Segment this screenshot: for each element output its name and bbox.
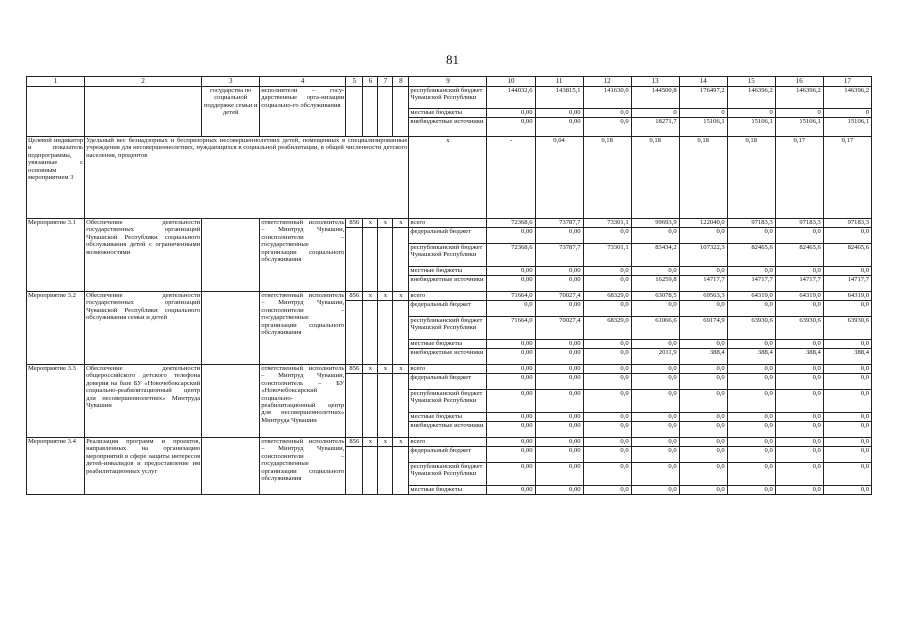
value-cell: 0,0 [583, 228, 631, 244]
value-cell: 0,0 [823, 365, 871, 374]
measure-name: Обеспечение деятельности государственных организаций Чувашской Республики социального обслуживания детей с ограниченными возможностями [85, 219, 202, 292]
value-cell: 82465,6 [727, 244, 775, 267]
value-cell: 0 [679, 109, 727, 118]
value-cell: 0,00 [487, 365, 535, 374]
funding-source: республиканский бюджет Чувашской Республики [409, 463, 487, 486]
value-cell: 0,0 [583, 267, 631, 276]
value-cell: 0,0 [583, 301, 631, 317]
measure-code-grbs: 856 [346, 292, 363, 301]
value-cell: 72368,6 [487, 244, 535, 267]
value-cell: 0,0 [727, 267, 775, 276]
value-cell: 0,0 [679, 365, 727, 374]
header-cell: 14 [679, 77, 727, 87]
value-cell: 122040,0 [679, 219, 727, 228]
value-cell: 70027,4 [535, 317, 583, 340]
value-cell: 68329,0 [583, 292, 631, 301]
value-cell: 0,0 [775, 374, 823, 390]
value-cell: 0,0 [631, 365, 679, 374]
value-cell: 0,0 [583, 109, 631, 118]
measure-col3 [202, 438, 260, 495]
measure-code-grbs: 856 [346, 438, 363, 447]
value-cell: 0 [823, 109, 871, 118]
value-cell: 0,0 [775, 365, 823, 374]
measure-code-empty [393, 228, 409, 292]
value-cell: 72368,6 [487, 219, 535, 228]
measure-code-empty [378, 447, 393, 495]
indicator-value: 0,18 [679, 137, 727, 219]
indicator-value: 0,18 [727, 137, 775, 219]
continuation-code-cell [378, 87, 393, 137]
header-cell: 1 [27, 77, 85, 87]
header-cell: 16 [775, 77, 823, 87]
measure-executors: ответственный исполнитель – Минтруд Чувашии, соисполнители – государственные организации социального обслуживания [260, 219, 346, 292]
indicator-col9: х [409, 137, 487, 219]
measure-code-empty [363, 228, 378, 292]
value-cell: 0,0 [727, 413, 775, 422]
value-cell: 0,0 [631, 447, 679, 463]
measure-code-empty [378, 374, 393, 438]
continuation-code-cell [393, 87, 409, 137]
measure-code-grbs: 856 [346, 365, 363, 374]
continuation-col4: исполнители – госу-дарственные орга-низации социально-го обслуживания [260, 87, 346, 137]
value-cell: 71664,0 [487, 292, 535, 301]
value-cell: 0,00 [535, 340, 583, 349]
header-cell: 6 [363, 77, 378, 87]
funding-source: внебюджетные источники [409, 422, 487, 438]
header-cell: 2 [85, 77, 202, 87]
indicator-value: 0,18 [583, 137, 631, 219]
value-cell: 0,0 [583, 118, 631, 137]
header-cell: 13 [631, 77, 679, 87]
value-cell: 388,4 [823, 349, 871, 365]
value-cell: 73301,1 [583, 219, 631, 228]
value-cell: 0,0 [823, 438, 871, 447]
funding-source: всего [409, 292, 487, 301]
measure-code-csr: х [378, 292, 393, 301]
funding-source: внебюджетные источники [409, 118, 487, 137]
value-cell: 0,0 [775, 447, 823, 463]
measure-code-empty [363, 301, 378, 365]
value-cell: 0,00 [487, 390, 535, 413]
value-cell: 0,0 [823, 374, 871, 390]
continuation-code-cell [363, 87, 378, 137]
funding-source: федеральный бюджет [409, 228, 487, 244]
value-cell: 73787,7 [535, 244, 583, 267]
value-cell: 0,0 [631, 438, 679, 447]
value-cell: 0,0 [631, 267, 679, 276]
value-cell: 388,4 [775, 349, 823, 365]
indicator-value: 0,04 [535, 137, 583, 219]
value-cell: 82465,6 [775, 244, 823, 267]
value-cell: 0,00 [535, 118, 583, 137]
measure-code-vr: х [393, 292, 409, 301]
value-cell: 0,00 [487, 447, 535, 463]
funding-source: республиканский бюджет Чувашской Республики [409, 87, 487, 109]
value-cell: 99693,9 [631, 219, 679, 228]
value-cell: 0,0 [727, 422, 775, 438]
measure-row [27, 365, 872, 374]
header-cell: 8 [393, 77, 409, 87]
value-cell: 176497,2 [679, 87, 727, 109]
value-cell: 0,0 [679, 413, 727, 422]
value-cell: 0,00 [487, 463, 535, 486]
value-cell: 0,00 [487, 349, 535, 365]
value-cell: 64319,0 [727, 292, 775, 301]
measure-executors: ответственный исполнитель – Минтруд Чувашии, соисполнители – государственные организации социального обслуживания [260, 292, 346, 365]
value-cell: 0,00 [535, 463, 583, 486]
measure-row [27, 219, 872, 228]
funding-source: внебюджетные источники [409, 276, 487, 292]
header-cell: 3 [202, 77, 260, 87]
value-cell: 63930,6 [823, 317, 871, 340]
funding-source: республиканский бюджет Чувашской Республики [409, 317, 487, 340]
value-cell: 0,00 [535, 267, 583, 276]
value-cell: 0,0 [487, 301, 535, 317]
value-cell: 0 [775, 109, 823, 118]
value-cell: 0,0 [679, 463, 727, 486]
header-cell: 4 [260, 77, 346, 87]
funding-source: местные бюджеты [409, 486, 487, 495]
measure-code-empty [346, 447, 363, 495]
value-cell: 0,00 [535, 365, 583, 374]
value-cell: 0,0 [823, 413, 871, 422]
measure-code-csr: х [378, 219, 393, 228]
value-cell: 0,0 [823, 422, 871, 438]
value-cell: 64319,0 [775, 292, 823, 301]
funding-source: местные бюджеты [409, 267, 487, 276]
measure-row [27, 438, 872, 447]
value-cell: 0,0 [823, 486, 871, 495]
funding-source: всего [409, 219, 487, 228]
value-cell: 0,0 [679, 374, 727, 390]
value-cell: 0,0 [727, 228, 775, 244]
measure-name: Обеспечение деятельности государственных организаций Чувашской Республики социального обслуживания семьи и детей [85, 292, 202, 365]
indicator-value: 0,18 [631, 137, 679, 219]
value-cell: 0,00 [487, 374, 535, 390]
measure-name: Обеспечение деятельности общероссийского детского телефона доверия на базе БУ «Новочебоксарский социально-реабилитационный центр для несовершеннолетних» Минтруда Чувашии [85, 365, 202, 438]
indicator-value: - [487, 137, 535, 219]
value-cell: 0,00 [535, 349, 583, 365]
value-cell: 68329,0 [583, 317, 631, 340]
value-cell: 0,0 [775, 463, 823, 486]
indicator-row [27, 137, 872, 219]
measure-code-vr: х [393, 365, 409, 374]
value-cell: 0,00 [487, 118, 535, 137]
value-cell: 0,0 [583, 486, 631, 495]
value-cell: 0,0 [775, 486, 823, 495]
value-cell: 0,00 [487, 413, 535, 422]
value-cell: 0,0 [823, 228, 871, 244]
value-cell: 0,0 [631, 374, 679, 390]
funding-source: федеральный бюджет [409, 374, 487, 390]
value-cell: 0,0 [823, 301, 871, 317]
funding-source: местные бюджеты [409, 413, 487, 422]
value-cell: 0,00 [487, 422, 535, 438]
value-cell: 0,0 [631, 301, 679, 317]
measure-label: Мероприятие 3.1 [27, 219, 85, 292]
value-cell: 0,0 [679, 301, 727, 317]
funding-source: федеральный бюджет [409, 447, 487, 463]
measure-code-rzpr: х [363, 292, 378, 301]
funding-source: федеральный бюджет [409, 301, 487, 317]
value-cell: 16259,8 [631, 276, 679, 292]
value-cell: 146396,2 [823, 87, 871, 109]
value-cell: 0,00 [535, 276, 583, 292]
value-cell: 146396,2 [727, 87, 775, 109]
value-cell: 0,0 [583, 463, 631, 486]
funding-source: местные бюджеты [409, 340, 487, 349]
value-cell: 64319,0 [823, 292, 871, 301]
value-cell: 0,0 [679, 267, 727, 276]
value-cell: 0,0 [583, 413, 631, 422]
value-cell: 0,0 [679, 228, 727, 244]
measure-row [27, 292, 872, 301]
header-cell: 15 [727, 77, 775, 87]
value-cell: 144032,6 [487, 87, 535, 109]
indicator-label: Целевой индикатор и показатель подпрограммы, увязанные с основным мероприятием 3 [27, 137, 85, 219]
value-cell: 15106,1 [679, 118, 727, 137]
value-cell: 0,0 [727, 486, 775, 495]
value-cell: 0,0 [727, 438, 775, 447]
value-cell: 0,0 [679, 390, 727, 413]
value-cell: 0,0 [823, 340, 871, 349]
measure-code-empty [378, 301, 393, 365]
value-cell: 0,0 [727, 301, 775, 317]
value-cell: 71664,0 [487, 317, 535, 340]
measure-executors: ответственный исполнитель – Минтруд Чувашии, соисполнитель – БУ «Новочебоксарский социально-реабилитационный центр для несовершеннолетних» Минтруда Чувашии [260, 365, 346, 438]
value-cell: 0,0 [631, 413, 679, 422]
value-cell: 0,0 [775, 438, 823, 447]
value-cell: 69563,3 [679, 292, 727, 301]
value-cell: 0,00 [487, 267, 535, 276]
value-cell: 70027,4 [535, 292, 583, 301]
measure-label: Мероприятие 3.4 [27, 438, 85, 495]
funding-source: внебюджетные источники [409, 349, 487, 365]
value-cell: 0,0 [727, 374, 775, 390]
measure-code-empty [363, 374, 378, 438]
value-cell: 0,0 [583, 374, 631, 390]
value-cell: 0,0 [727, 390, 775, 413]
continuation-col3: государства по социальной поддержке семьи и детей [202, 87, 260, 137]
value-cell: 0,0 [823, 390, 871, 413]
value-cell: 0,0 [631, 422, 679, 438]
value-cell: 0,0 [631, 463, 679, 486]
value-cell: 69174,9 [679, 317, 727, 340]
value-cell: 0,00 [535, 228, 583, 244]
value-cell: 0,0 [679, 447, 727, 463]
value-cell: 0,0 [775, 340, 823, 349]
measure-code-empty [393, 301, 409, 365]
measure-code-rzpr: х [363, 365, 378, 374]
measure-code-empty [393, 447, 409, 495]
value-cell: 0,00 [487, 340, 535, 349]
value-cell: 0,0 [775, 301, 823, 317]
value-cell: 0,00 [487, 109, 535, 118]
value-cell: 14717,7 [823, 276, 871, 292]
value-cell: 14717,7 [679, 276, 727, 292]
funding-source: республиканский бюджет Чувашской Республики [409, 244, 487, 267]
value-cell: 0,00 [535, 390, 583, 413]
value-cell: 107322,3 [679, 244, 727, 267]
value-cell: 0,00 [535, 413, 583, 422]
continuation-code-cell [346, 87, 363, 137]
measure-code-empty [363, 447, 378, 495]
measure-code-rzpr: х [363, 219, 378, 228]
funding-source: местные бюджеты [409, 109, 487, 118]
indicator-value: 0,17 [775, 137, 823, 219]
value-cell: 15106,1 [823, 118, 871, 137]
measure-code-rzpr: х [363, 438, 378, 447]
header-cell: 11 [535, 77, 583, 87]
value-cell: 61066,6 [631, 317, 679, 340]
value-cell: 0,0 [631, 390, 679, 413]
value-cell: 0,0 [775, 228, 823, 244]
value-cell: 97183,3 [823, 219, 871, 228]
measure-executors: ответственный исполнитель – Минтруд Чувашии, соисполнители – государственные организации социального обслуживания [260, 438, 346, 495]
value-cell: 0,0 [727, 463, 775, 486]
value-cell: 141630,0 [583, 87, 631, 109]
value-cell: 388,4 [727, 349, 775, 365]
value-cell: 388,4 [679, 349, 727, 365]
value-cell: 0,0 [775, 390, 823, 413]
value-cell: 0,00 [487, 438, 535, 447]
value-cell: 0 [727, 109, 775, 118]
value-cell: 97183,3 [727, 219, 775, 228]
value-cell: 0,0 [583, 349, 631, 365]
value-cell: 82465,6 [823, 244, 871, 267]
value-cell: 2011,9 [631, 349, 679, 365]
value-cell: 0,00 [535, 374, 583, 390]
value-cell: 14717,7 [775, 276, 823, 292]
value-cell: 63930,6 [775, 317, 823, 340]
measure-col3 [202, 292, 260, 365]
value-cell: 0,0 [583, 365, 631, 374]
funding-source: республиканский бюджет Чувашской Республики [409, 390, 487, 413]
value-cell: 0,00 [535, 486, 583, 495]
funding-source: всего [409, 438, 487, 447]
header-row [27, 77, 872, 87]
measure-code-csr: х [378, 438, 393, 447]
value-cell: 0,00 [535, 438, 583, 447]
value-cell: 0,0 [823, 447, 871, 463]
value-cell: 15106,1 [775, 118, 823, 137]
measure-col3 [202, 365, 260, 438]
value-cell: 143815,1 [535, 87, 583, 109]
value-cell: 0,0 [679, 486, 727, 495]
value-cell: 0,0 [679, 422, 727, 438]
value-cell: 0,0 [727, 340, 775, 349]
measure-code-empty [346, 374, 363, 438]
value-cell: 0,00 [535, 447, 583, 463]
value-cell: 0,00 [535, 422, 583, 438]
budget-table-wrapper [26, 76, 872, 495]
value-cell: 0,0 [583, 340, 631, 349]
value-cell: 63930,6 [727, 317, 775, 340]
budget-table [26, 76, 872, 495]
continuation-row [27, 87, 872, 109]
measure-code-empty [346, 228, 363, 292]
value-cell: 97183,3 [775, 219, 823, 228]
header-cell: 9 [409, 77, 487, 87]
indicator-value: 0,17 [823, 137, 871, 219]
value-cell: 0,0 [631, 228, 679, 244]
value-cell: 0,0 [583, 422, 631, 438]
value-cell: 15106,1 [727, 118, 775, 137]
value-cell: 83434,2 [631, 244, 679, 267]
value-cell: 0,0 [583, 276, 631, 292]
value-cell: 0,0 [775, 422, 823, 438]
value-cell: 0,00 [487, 276, 535, 292]
measure-label: Мероприятие 3.2 [27, 292, 85, 365]
value-cell: 0,0 [631, 486, 679, 495]
header-cell: 12 [583, 77, 631, 87]
measure-col3 [202, 219, 260, 292]
measure-code-vr: х [393, 219, 409, 228]
value-cell: 0,0 [775, 267, 823, 276]
value-cell: 0,00 [535, 301, 583, 317]
measure-code-csr: х [378, 365, 393, 374]
value-cell: 0,0 [631, 340, 679, 349]
value-cell: 0,0 [583, 390, 631, 413]
value-cell: 0,00 [487, 486, 535, 495]
value-cell: 73787,7 [535, 219, 583, 228]
header-cell: 17 [823, 77, 871, 87]
header-cell: 7 [378, 77, 393, 87]
value-cell: 73301,1 [583, 244, 631, 267]
indicator-text: Удельный вес безнадзорных и беспризорных несовершеннолетних детей, помещенных в специализированные учреждения для несовершеннолетних, нуждающихся в социальной реабилитации, в общей численности детского населения, процентов [85, 137, 409, 219]
value-cell: 0,00 [535, 109, 583, 118]
measure-code-grbs: 856 [346, 219, 363, 228]
value-cell: 0,0 [727, 365, 775, 374]
value-cell: 146396,2 [775, 87, 823, 109]
value-cell: 0 [631, 109, 679, 118]
value-cell: 0,0 [823, 267, 871, 276]
header-cell: 5 [346, 77, 363, 87]
value-cell: 0,0 [679, 340, 727, 349]
value-cell: 0,0 [823, 463, 871, 486]
value-cell: 0,0 [775, 413, 823, 422]
measure-name: Реализация программ и проектов, направленных на организацию мероприятий в сфере защиты интересов детей-инвалидов и предоставление им реабилитационных услуг [85, 438, 202, 495]
measure-code-empty [393, 374, 409, 438]
value-cell: 14717,7 [727, 276, 775, 292]
funding-source: всего [409, 365, 487, 374]
value-cell: 0,0 [583, 447, 631, 463]
measure-code-empty [378, 228, 393, 292]
continuation-label-cell [27, 87, 85, 137]
measure-label: Мероприятие 3.3 [27, 365, 85, 438]
value-cell: 63078,5 [631, 292, 679, 301]
continuation-name-cell [85, 87, 202, 137]
value-cell: 0,0 [583, 438, 631, 447]
header-cell: 10 [487, 77, 535, 87]
value-cell: 0,0 [727, 447, 775, 463]
measure-code-empty [346, 301, 363, 365]
value-cell: 18271,7 [631, 118, 679, 137]
value-cell: 0,0 [679, 438, 727, 447]
measure-code-vr: х [393, 438, 409, 447]
page-number: 81 [446, 52, 459, 67]
value-cell: 0,00 [487, 228, 535, 244]
value-cell: 144500,8 [631, 87, 679, 109]
